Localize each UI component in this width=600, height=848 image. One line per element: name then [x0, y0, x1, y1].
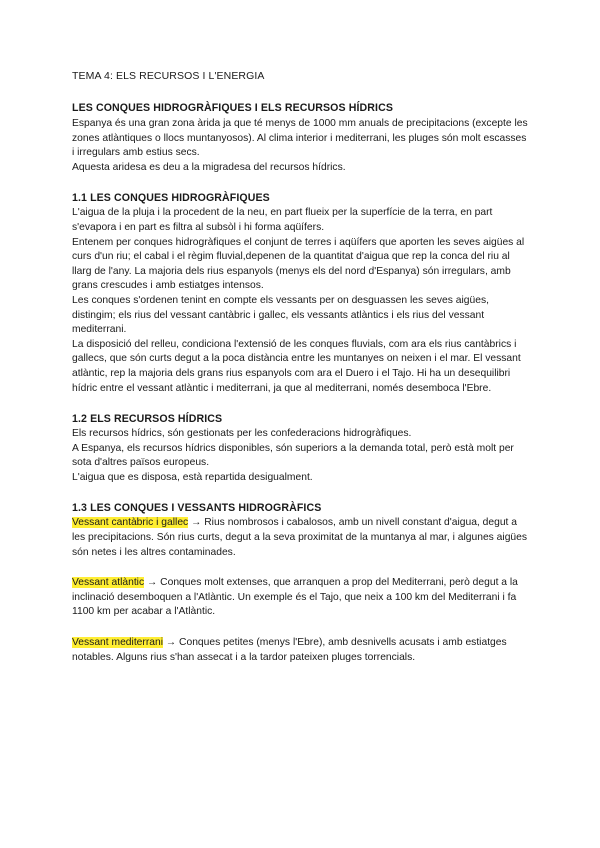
list-item [72, 636, 530, 665]
section-heading: 1.3 LES CONQUES I VESSANTS HIDROGRÀFICS [72, 502, 322, 515]
section-paragraph: La disposició del relleu, condiciona l'extensió de les conques fluvials, com ara els rius cantàbrics i gallecs, que són curts degut a la poca distància entre les muntanyes on neixen i el mar. El vessant atlàntic, rep la majoria dels grans rius espanyols com ara el Duero i el Tajo. Hi ha un desequilibri hídric entre el vessant atlàntic i mediterrani, ja que al mediterrani, només desemboca l'Ebre. [72, 338, 521, 394]
intro-paragraph: Aquesta aridesa es deu a la migradesa del recursos hídrics. [72, 161, 346, 173]
section-paragraph: A Espanya, els recursos hídrics disponibles, són superiors a la demanda total, però està molt per sota d'altres països europeus. [72, 442, 514, 469]
arrow-separator: → [163, 637, 180, 649]
item-text: Conques petites (menys l'Ebre), amb desnivells acusats i amb estiatges notables. Alguns rius s'han assecat i a la tardor pateixen pluges torrencials. [72, 637, 507, 663]
list-item [72, 576, 530, 620]
highlighted-term: Vessant cantàbric i gallec [72, 517, 189, 529]
section-paragraph: Entenem per conques hidrogràfiques el conjunt de terres i aqüífers que aporten les seves aigües al curs d'un riu; el cabal i el règim fluvial,depenen de la quantitat d'aigua que rep la conca del riu al llarg de l'any. La majoria dels rius espanyols (menys els del nord d'Espanya) són irregulars, amb grans crescudes i amb estiatges intensos. [72, 236, 525, 292]
list-item [72, 516, 530, 560]
paragraph-spacer [72, 560, 530, 576]
paragraph-spacer [72, 620, 530, 636]
main-heading: LES CONQUES HIDROGRÀFIQUES I ELS RECURSOS HÍDRICS [72, 102, 393, 114]
item-text: Rius nombrosos i cabalosos, amb un nivell constant d'aigua, degut a les precipitacions. Són rius curts, degut a la seva proximitat de la muntanya al mar, i algunes aigües són netes i les altres contaminades. [72, 517, 528, 558]
arrow-separator: → [188, 517, 205, 529]
highlighted-term: Vessant mediterrani [72, 637, 164, 649]
document-title: TEMA 4: ELS RECURSOS I L'ENERGIA [72, 70, 265, 82]
intro-paragraph: Espanya és una gran zona àrida ja que té menys de 1000 mm anuals de precipitacions (excepte les zones atlàntiques o llocs muntanyosos). Al clima interior i mediterrani, les pluges són molt escasses i irregulars amb estius secs. [72, 118, 528, 159]
section-heading: 1.1 LES CONQUES HIDROGRÀFIQUES [72, 192, 270, 205]
section-paragraph: L'aigua de la pluja i la procedent de la neu, en part flueix per la superfície de la terra, en part s'evapora i en part es filtra al subsòl i hi forma aqüífers. [72, 207, 493, 233]
section-paragraph: Els recursos hídrics, són gestionats per les confederacions hidrogràfiques. [72, 428, 412, 440]
section-heading: 1.2 ELS RECURSOS HÍDRICS [72, 413, 223, 426]
highlighted-term: Vessant atlàntic [72, 577, 145, 589]
section-paragraph: Les conques s'ordenen tenint en compte els vessants per on desguassen les seves aigües, distingim; els rius del vessant cantàbric i gallec, els vessants atlàntics i els rius del vessant mediterrani. [72, 294, 489, 336]
arrow-separator: → [144, 577, 161, 589]
item-text: Conques molt extenses, que arranquen a prop del Mediterrani, però degut a la inclinació desemboquen a l'Atlàntic. Un exemple és el Tajo, que neix a 100 km del Mediterrani i fa 1100 km per acabar a l'Atlàntic. [72, 577, 518, 618]
section-paragraph: L'aigua que es disposa, està repartida desigualment. [72, 471, 313, 483]
